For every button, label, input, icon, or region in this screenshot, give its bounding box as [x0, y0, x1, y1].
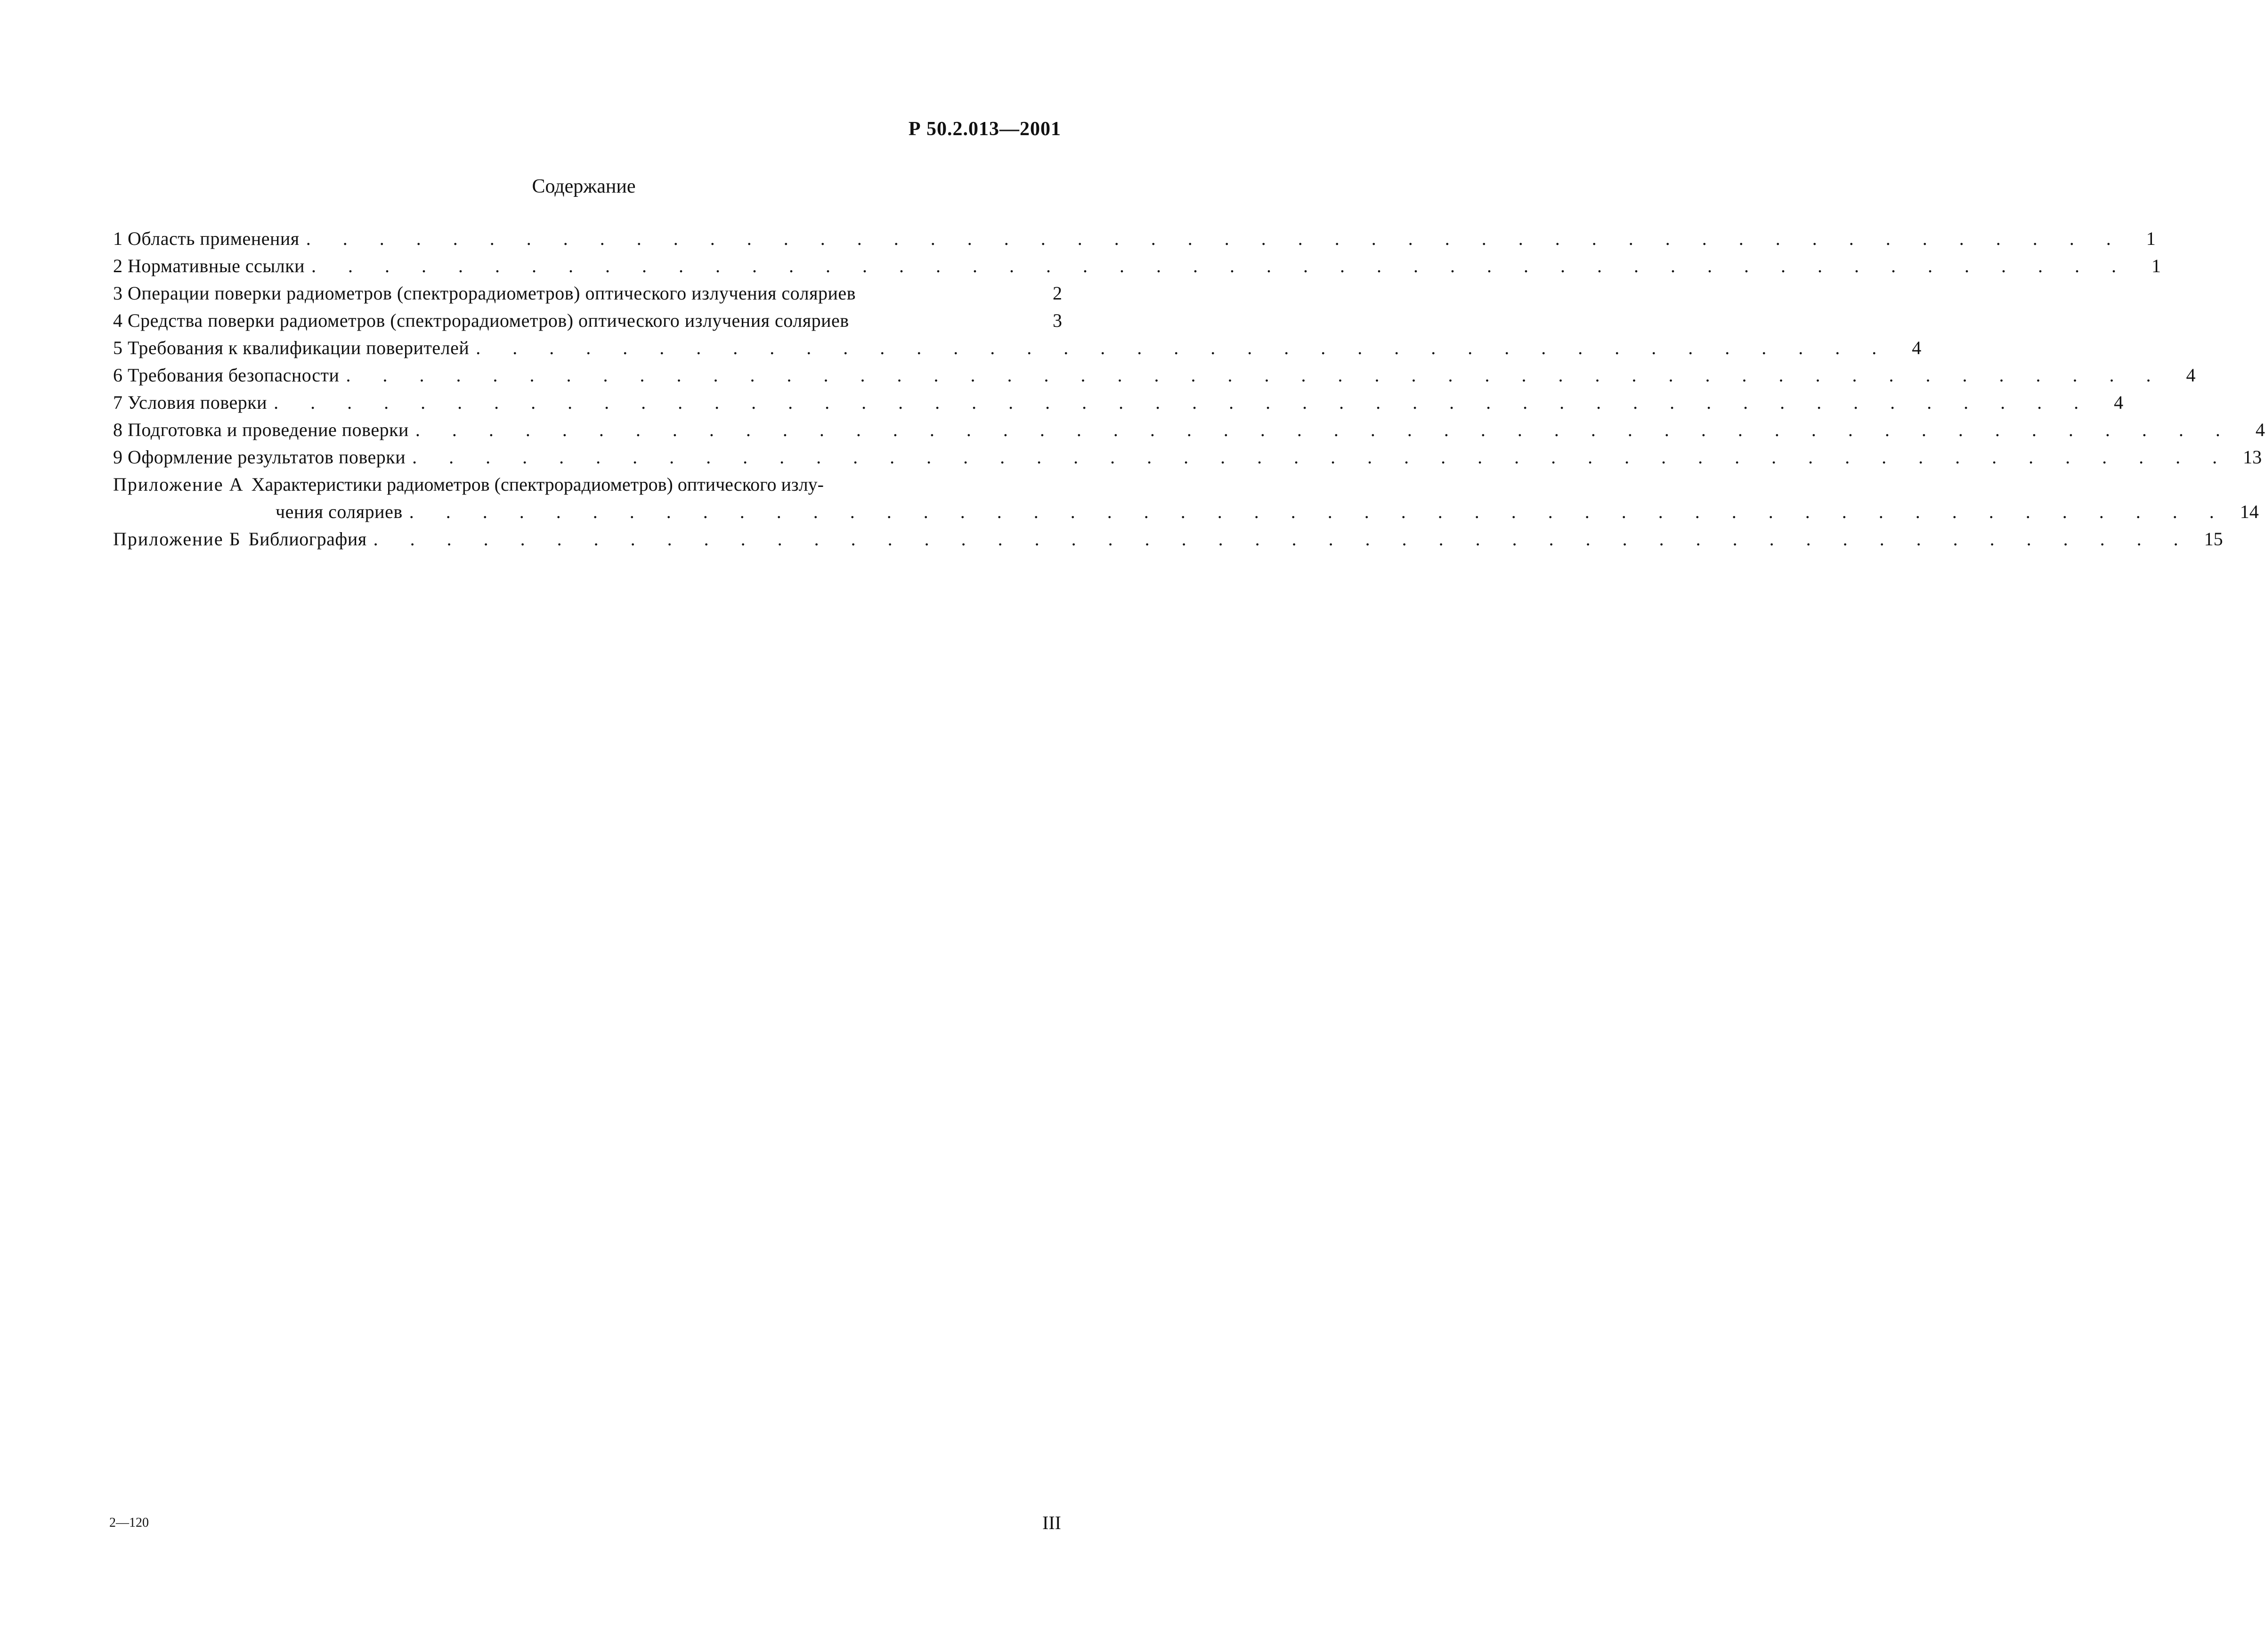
toc-entry-7[interactable] [113, 389, 2124, 416]
toc-page-number: 4 [2255, 419, 2265, 440]
toc-page-number: 4 [2186, 364, 2196, 386]
toc-entry-8[interactable] [113, 416, 2265, 444]
toc-appendix-a[interactable] [113, 471, 2259, 526]
toc-entry-label: 6 Требования безопасности [113, 364, 340, 386]
appendix-a-title-line2: чения соляриев [276, 501, 403, 522]
toc-leader-dots: . . . . . . . . . . . . . . . . . . . . . . . . . . . . . . . . . . . . . . . [476, 337, 1891, 358]
toc-entry-3[interactable] [113, 280, 1062, 307]
toc-leader-dots: . . . . . . . . . . . . . . . . . . . . . . . . . . . . . . . . . . . . . . . . . . . . . . . . . . [415, 419, 2234, 440]
footer-sheet-code: 2—120 [109, 1515, 149, 1530]
toc-page-number: 13 [2243, 446, 2262, 468]
toc-page-number: 14 [2240, 501, 2259, 522]
toc-leader-dots: . . . . . . . . . . . . . . . . . . . . . . . . . . . . . . . . . . . . . . . . . . . . . . . . . . [346, 364, 2165, 386]
toc-entry-label: 8 Подготовка и проведение поверки [113, 419, 409, 440]
toc-page-number: 1 [2146, 228, 2156, 249]
toc-leader-dots: . . . . . . . . . . . . . . . . . . . . . . . . . . . . . . . . . . . . . . . . . . . . . . . . . . [306, 228, 2125, 249]
toc-page-number: 3 [1053, 310, 1062, 331]
toc-entry-1[interactable] [113, 225, 2156, 252]
toc-leader-dots: . . . . . . . . . . . . . . . . . . . . . . . . . . . . . . . . . . . . . . . . . . . . . . . . . . [373, 528, 2192, 550]
toc-leader-dots: . . . . . . . . . . . . . . . . . . . . . . . . . . . . . . . . . . . . . . . . . . . . . . . . . . [311, 255, 2130, 276]
toc-appendix-a-line2 [113, 498, 2259, 526]
toc-page-number: 2 [1053, 283, 1062, 304]
toc-entry-9[interactable] [113, 444, 2262, 471]
footer-page-number: III [1042, 1512, 1061, 1533]
toc-entry-label: 5 Требования к квалификации поверителей [113, 337, 470, 358]
appendix-b-title: Библиография [248, 528, 367, 550]
toc-appendix-a-line1 [113, 471, 1062, 498]
appendix-a-title-line1: Характеристики радиометров (спектрорадиометров) оптического излу- [251, 474, 824, 495]
toc-leader-dots: . . . . . . . . . . . . . . . . . . . . . . . . . . . . . . . . . . . . . . . . . . . . . . . . . . [412, 446, 2231, 468]
toc-entry-5[interactable] [113, 334, 1922, 362]
table-of-contents [113, 225, 2265, 553]
toc-entry-label: 7 Условия поверки [113, 392, 268, 413]
toc-page-number: 4 [2114, 392, 2124, 413]
toc-entry-label: 1 Область применения [113, 228, 300, 249]
toc-leader-dots: . . . . . . . . . . . . . . . . . . . . . . . . . . . . . . . . . . . . . . . . . . . . . . . . . . [409, 501, 2228, 522]
toc-page-number: 15 [2204, 528, 2223, 550]
toc-entry-6[interactable] [113, 362, 2196, 389]
appendix-a-prefix: Приложение А [113, 474, 244, 495]
document-code: Р 50.2.013—2001 [908, 118, 1061, 140]
toc-title: Содержание [532, 176, 636, 197]
toc-entry-2[interactable] [113, 252, 2161, 280]
toc-page-number: 1 [2151, 255, 2161, 276]
toc-entry-label: 4 Средства поверки радиометров (спектрорадиометров) оптического излучения соляриев [113, 310, 849, 331]
toc-entry-4[interactable] [113, 307, 1062, 334]
toc-entry-label: 9 Оформление результатов поверки [113, 446, 406, 468]
toc-leader-dots: . . . . . . . . . . . . . . . . . . . . . . . . . . . . . . . . . . . . . . . . . . . . . . . . . . [274, 392, 2093, 413]
appendix-b-prefix: Приложение Б [113, 528, 241, 550]
toc-page-number: 4 [1912, 337, 1922, 358]
toc-entry-label: 3 Операции поверки радиометров (спектрорадиометров) оптического излучения соляриев [113, 283, 856, 304]
toc-appendix-b[interactable] [113, 526, 2223, 553]
toc-entry-label: 2 Нормативные ссылки [113, 255, 305, 276]
